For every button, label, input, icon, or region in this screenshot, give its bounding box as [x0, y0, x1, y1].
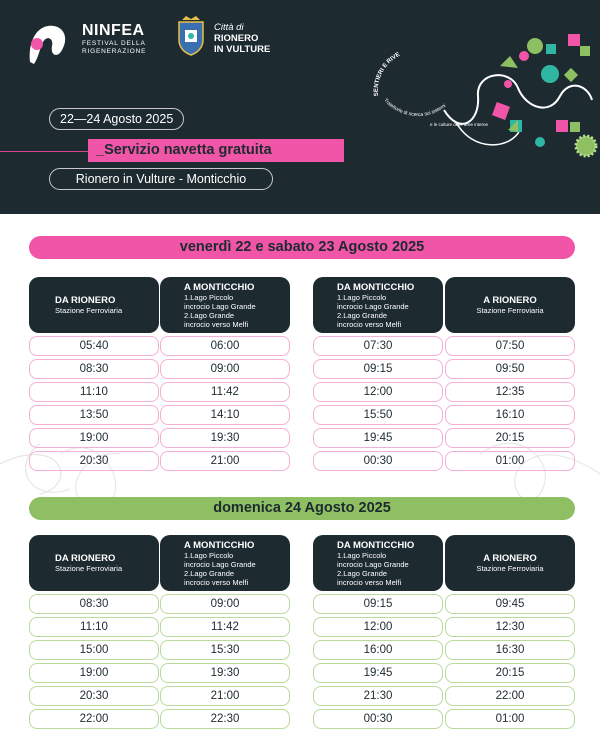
time-cell: 08:30: [29, 594, 159, 614]
time-cell: 20:15: [445, 663, 575, 683]
header-stop: incrocio Lago Grande: [337, 301, 409, 311]
time-cell: 16:30: [445, 640, 575, 660]
header-to-monticchio: [160, 535, 290, 591]
time-cell: 16:00: [313, 640, 443, 660]
brand-title: NINFEA: [82, 22, 145, 39]
decor-text-3: e le culture delle aree interne: [430, 122, 489, 127]
time-cell: 11:10: [29, 617, 159, 637]
time-cell: 01:00: [445, 451, 575, 471]
city-label: Città di: [214, 22, 244, 33]
decor-text-1: SENTIERI E RIVE: [373, 51, 402, 97]
header-stop: 1.Lago Piccolo: [184, 292, 234, 302]
header-title: A RIONERO: [483, 295, 537, 306]
header-stop: 1.Lago Piccolo: [337, 550, 387, 560]
time-cell: 00:30: [313, 451, 443, 471]
time-cell: 16:10: [445, 405, 575, 425]
time-cell: 14:10: [160, 405, 290, 425]
time-cell: 12:00: [313, 617, 443, 637]
time-cell: 15:30: [160, 640, 290, 660]
header-title: DA RIONERO: [55, 553, 116, 564]
header-stop: 2.Lago Grande: [184, 568, 235, 578]
time-cell: 11:10: [29, 382, 159, 402]
service-title: _Servizio navetta gratuita: [88, 139, 344, 162]
accent-line: [0, 151, 90, 152]
header-title: DA MONTICCHIO: [337, 281, 415, 293]
ninfea-logo-icon: [22, 18, 74, 70]
svg-text:Traiettorie di ricerca sui sis: [382, 97, 447, 118]
header-subtitle: Stazione Ferroviaria: [476, 306, 544, 315]
time-cell: 09:45: [445, 594, 575, 614]
time-cell: 11:42: [160, 617, 290, 637]
time-cell: 01:00: [445, 709, 575, 729]
city-block: [214, 22, 270, 55]
header-title: DA MONTICCHIO: [337, 539, 415, 551]
time-cell: 19:30: [160, 428, 290, 448]
header-stop: 1.Lago Piccolo: [337, 292, 387, 302]
header-from-rionero: [29, 535, 159, 591]
brand-block: [82, 22, 162, 56]
header-stop: incrocio Lago Grande: [184, 301, 256, 311]
time-cell: 08:30: [29, 359, 159, 379]
schedule2-day-header: domenica 24 Agosto 2025: [29, 497, 575, 520]
time-cell: 09:00: [160, 594, 290, 614]
header-stop: incrocio verso Melfi: [337, 319, 402, 329]
time-cell: 09:15: [313, 359, 443, 379]
header-stop: incrocio verso Melfi: [337, 577, 402, 587]
route-pill: Rionero in Vulture - Monticchio: [49, 168, 273, 190]
time-cell: 09:00: [160, 359, 290, 379]
time-cell: 12:30: [445, 617, 575, 637]
time-cell: 21:00: [160, 686, 290, 706]
header-stop: incrocio verso Melfi: [184, 577, 249, 587]
header-stop: incrocio Lago Grande: [337, 559, 409, 569]
header-stop: 2.Lago Grande: [337, 310, 388, 320]
header-title: A MONTICCHIO: [184, 539, 255, 551]
header-title: A MONTICCHIO: [184, 281, 255, 293]
header-stop: 1.Lago Piccolo: [184, 550, 234, 560]
time-cell: 11:42: [160, 382, 290, 402]
city-name-line2: IN VULTURE: [214, 44, 271, 55]
header-stop: 2.Lago Grande: [184, 310, 235, 320]
time-cell: 21:30: [313, 686, 443, 706]
time-cell: 09:50: [445, 359, 575, 379]
time-cell: 19:00: [29, 428, 159, 448]
header-to-rionero: [445, 535, 575, 591]
header-stop: incrocio Lago Grande: [184, 559, 256, 569]
header-from-monticchio: [313, 277, 443, 333]
brand-subtitle: FESTIVAL DELLA RIGENERAZIONE: [82, 40, 147, 55]
time-cell: 12:00: [313, 382, 443, 402]
header-to-rionero: [445, 277, 575, 333]
time-cell: 06:00: [160, 336, 290, 356]
time-cell: 20:15: [445, 428, 575, 448]
time-cell: 22:30: [160, 709, 290, 729]
city-name-line1: RIONERO: [214, 33, 259, 44]
header-subtitle: Stazione Ferroviaria: [476, 564, 544, 573]
time-cell: 13:50: [29, 405, 159, 425]
time-cell: 07:50: [445, 336, 575, 356]
time-cell: 15:50: [313, 405, 443, 425]
date-range-pill: 22—24 Agosto 2025: [49, 108, 184, 130]
header-banner: [0, 0, 600, 214]
time-cell: 00:30: [313, 709, 443, 729]
time-cell: 12:35: [445, 382, 575, 402]
time-cell: 20:30: [29, 451, 159, 471]
header-subtitle: Stazione Ferroviaria: [55, 564, 123, 573]
header-to-monticchio: [160, 277, 290, 333]
time-cell: 15:00: [29, 640, 159, 660]
time-cell: 19:45: [313, 428, 443, 448]
time-cell: 07:30: [313, 336, 443, 356]
time-cell: 22:00: [29, 709, 159, 729]
svg-text:SENTIERI E RIVE: [374, 52, 401, 96]
leaf-shape: [527, 38, 543, 54]
header-subtitle: Stazione Ferroviaria: [55, 306, 123, 315]
time-cell: 20:30: [29, 686, 159, 706]
time-cell: 19:30: [160, 663, 290, 683]
city-crest-icon: [176, 16, 206, 56]
header-stop: 2.Lago Grande: [337, 568, 388, 578]
header-from-rionero: [29, 277, 159, 333]
time-cell: 19:45: [313, 663, 443, 683]
time-cell: 05:40: [29, 336, 159, 356]
header-title: A RIONERO: [483, 553, 537, 564]
header-from-monticchio: [313, 535, 443, 591]
festival-decoration: [360, 26, 600, 166]
time-cell: 19:00: [29, 663, 159, 683]
header-stop: incrocio verso Melfi: [184, 319, 249, 329]
header-title: DA RIONERO: [55, 295, 116, 306]
time-cell: 09:15: [313, 594, 443, 614]
schedule1-day-header: venerdì 22 e sabato 23 Agosto 2025: [29, 236, 575, 259]
time-cell: 22:00: [445, 686, 575, 706]
time-cell: 21:00: [160, 451, 290, 471]
decor-text-2: Traiettorie di ricerca sui sistemi: [382, 97, 448, 119]
